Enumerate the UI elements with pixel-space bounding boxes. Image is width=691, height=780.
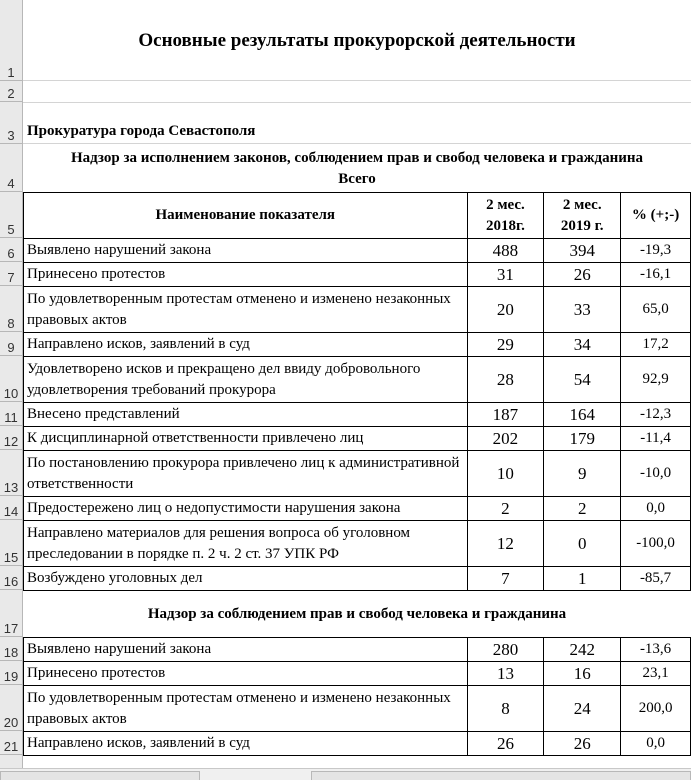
indicator-name-cell[interactable]: По удовлетворенным протестам отменено и изменено незаконных правовых актов	[24, 686, 468, 732]
table-row	[24, 686, 691, 732]
percent-change-cell[interactable]: -11,4	[621, 427, 691, 451]
row-number: 20	[3, 715, 19, 730]
row-header-3[interactable]	[0, 102, 23, 144]
row-number: 8	[7, 316, 15, 331]
percent-change-cell[interactable]: -19,3	[621, 239, 691, 263]
row-number: 4	[7, 176, 15, 191]
percent-change-cell[interactable]: 0,0	[621, 732, 691, 756]
value-2019-cell[interactable]: 179	[544, 427, 621, 451]
value-2019-cell[interactable]: 34	[544, 333, 621, 357]
row-header-7[interactable]	[0, 262, 23, 286]
row-header-6[interactable]	[0, 238, 23, 262]
value-2018-cell[interactable]: 7	[467, 567, 544, 591]
row-number: 2	[7, 86, 15, 101]
indicator-name-cell[interactable]: Удовлетворено исков и прекращено дел ввиду добровольного удовлетворения требований прокурора	[24, 357, 468, 403]
row-number: 5	[7, 222, 15, 237]
results-table-section2	[23, 637, 691, 756]
section2-title: Надзор за соблюдением прав и свобод человека и гражданина	[147, 605, 567, 622]
indicator-name-cell[interactable]: Выявлено нарушений закона	[24, 638, 468, 662]
value-2018-cell[interactable]: 488	[467, 239, 544, 263]
section1-title-line1: Надзор за исполнением законов, соблюдением прав и свобод человека и гражданина	[70, 150, 644, 166]
indicator-name-cell[interactable]: Выявлено нарушений закона	[24, 239, 468, 263]
percent-change-cell[interactable]: -16,1	[621, 263, 691, 287]
value-2018-cell[interactable]: 10	[467, 451, 544, 497]
value-2018-cell[interactable]: 12	[467, 521, 544, 567]
row-number: 11	[4, 410, 18, 425]
row-number: 7	[7, 270, 15, 285]
header-indicator-name: Наименование показателя	[24, 193, 468, 239]
row-number: 15	[3, 550, 19, 565]
value-2019-cell[interactable]: 54	[544, 357, 621, 403]
indicator-name-cell[interactable]: По удовлетворенным протестам отменено и изменено незаконных правовых актов	[24, 287, 468, 333]
table-header-row	[24, 193, 691, 239]
percent-change-cell[interactable]: 17,2	[621, 333, 691, 357]
table-row	[24, 427, 691, 451]
value-2018-cell[interactable]: 280	[467, 638, 544, 662]
row-number: 19	[3, 669, 19, 684]
indicator-name-cell[interactable]: Направлено исков, заявлений в суд	[24, 732, 468, 756]
table-row	[24, 521, 691, 567]
value-2018-cell[interactable]: 20	[467, 287, 544, 333]
indicator-name-cell[interactable]: К дисциплинарной ответственности привлечено лиц	[24, 427, 468, 451]
row-number: 17	[3, 621, 19, 636]
row-number: 9	[7, 340, 15, 355]
row-header-13[interactable]	[0, 450, 23, 496]
table-row	[24, 451, 691, 497]
row-number: 10	[3, 386, 19, 401]
percent-change-cell[interactable]: 0,0	[621, 497, 691, 521]
table-row	[24, 497, 691, 521]
results-table-section1	[23, 192, 691, 591]
row-number: 21	[3, 739, 19, 754]
value-2019-cell[interactable]: 26	[544, 263, 621, 287]
table-row	[24, 357, 691, 403]
table-row	[24, 239, 691, 263]
row-header-9[interactable]	[0, 332, 23, 356]
value-2018-cell[interactable]: 8	[467, 686, 544, 732]
value-2018-cell[interactable]: 26	[467, 732, 544, 756]
indicator-name-cell[interactable]: Предостережено лиц о недопустимости нарушения закона	[24, 497, 468, 521]
table-row	[24, 287, 691, 333]
indicator-name-cell[interactable]: Внесено представлений	[24, 403, 468, 427]
value-2019-cell[interactable]: 33	[544, 287, 621, 333]
table-row	[24, 263, 691, 287]
table-row	[24, 732, 691, 756]
value-2019-cell[interactable]: 26	[544, 732, 621, 756]
value-2018-cell[interactable]: 187	[467, 403, 544, 427]
value-2019-cell[interactable]: 9	[544, 451, 621, 497]
value-2018-cell[interactable]: 29	[467, 333, 544, 357]
row-number: 13	[3, 480, 19, 495]
header-2019	[544, 193, 621, 239]
row-header-11[interactable]	[0, 402, 23, 426]
row-header-16[interactable]	[0, 566, 23, 590]
value-2019-cell[interactable]: 16	[544, 662, 621, 686]
report-title: Основные результаты прокурорской деятельности	[138, 29, 576, 51]
header-2019-line2: 2019 г.	[560, 217, 604, 234]
table-row	[24, 403, 691, 427]
percent-change-cell[interactable]: 23,1	[621, 662, 691, 686]
header-percent-change: % (+;-)	[621, 193, 691, 239]
row-number: 12	[3, 434, 19, 449]
row-header-4[interactable]	[0, 144, 23, 192]
header-2018-line1: 2 мес.	[486, 196, 525, 213]
row-header-5[interactable]	[0, 192, 23, 238]
row-header-15[interactable]	[0, 520, 23, 566]
row-number: 1	[7, 65, 15, 80]
row-header-8[interactable]	[0, 286, 23, 332]
indicator-name-cell[interactable]: Возбуждено уголовных дел	[24, 567, 468, 591]
row-header-12[interactable]	[0, 426, 23, 450]
table-row	[24, 662, 691, 686]
value-2019-cell[interactable]: 164	[544, 403, 621, 427]
organization-name: Прокуратура города Севастополя	[27, 123, 256, 139]
row-number: 6	[7, 246, 15, 261]
row-number: 18	[3, 645, 19, 660]
percent-change-cell[interactable]: -100,0	[621, 521, 691, 567]
percent-change-cell[interactable]: -10,0	[621, 451, 691, 497]
value-2018-cell[interactable]: 31	[467, 263, 544, 287]
indicator-name-cell[interactable]: Направлено исков, заявлений в суд	[24, 333, 468, 357]
percent-change-cell[interactable]: -12,3	[621, 403, 691, 427]
row-header-19[interactable]	[0, 661, 23, 685]
value-2019-cell[interactable]: 0	[544, 521, 621, 567]
percent-change-cell[interactable]: 200,0	[621, 686, 691, 732]
row-number: 14	[3, 504, 19, 519]
header-2019-line1: 2 мес.	[562, 196, 602, 213]
row-number: 16	[3, 574, 19, 589]
row-header-10[interactable]	[0, 356, 23, 402]
section1-title	[23, 146, 691, 192]
row-number: 3	[7, 128, 15, 143]
header-2018-line2: 2018г.	[485, 217, 525, 234]
value-2019-cell[interactable]: 394	[544, 239, 621, 263]
table-row	[24, 567, 691, 591]
value-2018-cell[interactable]: 202	[467, 427, 544, 451]
bottom-bar	[0, 768, 691, 780]
percent-change-cell[interactable]: -13,6	[621, 638, 691, 662]
table-row	[24, 638, 691, 662]
value-2019-cell[interactable]: 2	[544, 497, 621, 521]
value-2019-cell[interactable]: 1	[544, 567, 621, 591]
table-row	[24, 333, 691, 357]
value-2018-cell[interactable]: 2	[467, 497, 544, 521]
percent-change-cell[interactable]: 92,9	[621, 357, 691, 403]
percent-change-cell[interactable]: -85,7	[621, 567, 691, 591]
row-header-14[interactable]	[0, 496, 23, 520]
value-2018-cell[interactable]: 13	[467, 662, 544, 686]
percent-change-cell[interactable]: 65,0	[621, 287, 691, 333]
row-header-20[interactable]	[0, 685, 23, 731]
indicator-name-cell[interactable]: Принесено протестов	[24, 662, 468, 686]
row-header-2[interactable]	[0, 81, 23, 102]
value-2019-cell[interactable]: 242	[544, 638, 621, 662]
header-2018	[467, 193, 544, 239]
row-header-1[interactable]	[0, 0, 23, 81]
row-header-18[interactable]	[0, 637, 23, 661]
row-header-21[interactable]	[0, 731, 23, 755]
indicator-name-cell[interactable]: Направлено материалов для решения вопроса об уголовном преследовании в порядке п. 2 ч. 2 ст. 37 УПК РФ	[24, 521, 468, 567]
indicator-name-cell[interactable]: По постановлению прокурора привлечено лиц к административной ответственности	[24, 451, 468, 497]
row-header-17[interactable]	[0, 591, 23, 637]
indicator-name-cell[interactable]: Принесено протестов	[24, 263, 468, 287]
value-2019-cell[interactable]: 24	[544, 686, 621, 732]
section1-title-line2: Всего	[338, 171, 376, 187]
value-2018-cell[interactable]: 28	[467, 357, 544, 403]
